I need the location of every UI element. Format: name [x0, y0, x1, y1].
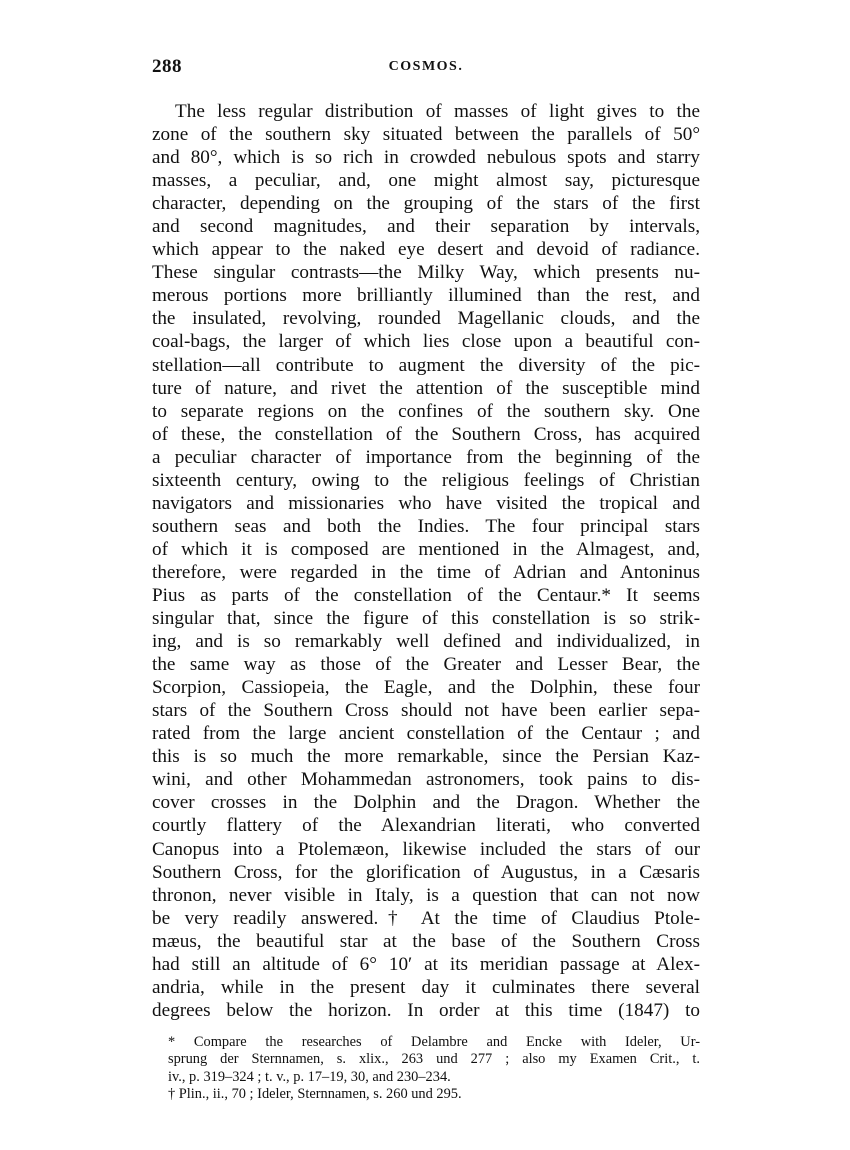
text-line: southern seas and both the Indies. The four principal stars — [152, 515, 700, 537]
text-line: stars of the Southern Cross should not have been earlier sepa- — [152, 700, 700, 722]
text-line: be very readily answered.† At the time of Claudius Ptole- — [152, 907, 700, 929]
text-line: degrees below the horizon. In order at this time (1847) to — [152, 999, 700, 1021]
text-line: and 80°, which is so rich in crowded nebulous spots and starry — [152, 147, 700, 169]
text-line: sixteenth century, owing to the religious feelings of Christian — [152, 469, 700, 491]
footnote-line: † Plin., ii., 70 ; Ideler, Sternnamen, s. 260 und 295. — [168, 1086, 462, 1103]
page-header — [152, 56, 700, 92]
footnote-line: * Compare the researches of Delambre and Encke with Ideler, Ur- — [168, 1033, 700, 1050]
text-line: which appear to the naked eye desert and devoid of radiance. — [152, 239, 700, 261]
text-line: wini, and other Mohammedan astronomers, took pains to dis- — [152, 769, 700, 791]
text-line: merous portions more brilliantly illumined than the rest, and — [152, 285, 700, 307]
text-line: cover crosses in the Dolphin and the Dragon. Whether the — [152, 792, 700, 814]
text-line: Canopus into a Ptolemæon, likewise included the stars of our — [152, 838, 700, 860]
text-line: These singular contrasts—the Milky Way, which presents nu- — [152, 262, 700, 284]
text-line: Southern Cross, for the glorification of Augustus, in a Cæsaris — [152, 861, 700, 883]
text-line: of which it is composed are mentioned in the Almagest, and, — [152, 538, 700, 560]
text-line: ture of nature, and rivet the attention of the susceptible mind — [152, 377, 700, 399]
text-line: The less regular distribution of masses of light gives to the — [175, 101, 700, 122]
text-line: therefore, were regarded in the time of Adrian and Antoninus — [152, 561, 700, 583]
book-page — [152, 56, 700, 1104]
text-line: a peculiar character of importance from the beginning of the — [152, 446, 700, 468]
text-line: Scorpion, Cassiopeia, the Eagle, and the Dolphin, these four — [152, 677, 700, 699]
footnote-line: sprung der Sternnamen, s. xlix., 263 und 277 ; also my Examen Crit., t. — [168, 1051, 700, 1068]
text-line: thronon, never visible in Italy, is a question that can not now — [152, 884, 700, 906]
text-line: Pius as parts of the constellation of the Centaur.* It seems — [152, 584, 700, 606]
text-line: ing, and is so remarkably well defined and individualized, in — [152, 631, 700, 653]
text-line: stellation—all contribute to augment the diversity of the pic- — [152, 354, 700, 376]
text-line: singular that, since the figure of this constellation is so strik- — [152, 608, 700, 630]
text-line: of these, the constellation of the Southern Cross, has acquired — [152, 423, 700, 445]
text-line: mæus, the beautiful star at the base of the Southern Cross — [152, 930, 700, 952]
text-line: character, depending on the grouping of the stars of the first — [152, 193, 700, 215]
running-title: COSMOS. — [388, 59, 464, 74]
text-line: rated from the large ancient constellation of the Centaur ; and — [152, 723, 700, 745]
text-line: the insulated, revolving, rounded Magellanic clouds, and the — [152, 308, 700, 330]
body-paragraph — [152, 100, 700, 1022]
text-line: coal-bags, the larger of which lies close upon a beautiful con- — [152, 331, 700, 353]
text-line: masses, a peculiar, and, one might almost say, picturesque — [152, 170, 700, 192]
text-line: had still an altitude of 6° 10′ at its meridian passage at Alex- — [152, 953, 700, 975]
text-line: navigators and missionaries who have visited the tropical and — [152, 492, 700, 514]
text-line: to separate regions on the confines of the southern sky. One — [152, 400, 700, 422]
text-line: the same way as those of the Greater and Lesser Bear, the — [152, 654, 700, 676]
page-number: 288 — [152, 56, 182, 77]
footnotes — [168, 1034, 700, 1104]
text-line: courtly flattery of the Alexandrian literati, who converted — [152, 815, 700, 837]
text-line: zone of the southern sky situated between the parallels of 50° — [152, 124, 700, 146]
text-line: this is so much the more remarkable, since the Persian Kaz- — [152, 746, 700, 768]
text-line: andria, while in the present day it culminates there several — [152, 976, 700, 998]
text-line: and second magnitudes, and their separation by intervals, — [152, 216, 700, 238]
footnote-line: iv., p. 319–324 ; t. v., p. 17–19, 30, and 230–234. — [168, 1068, 451, 1085]
